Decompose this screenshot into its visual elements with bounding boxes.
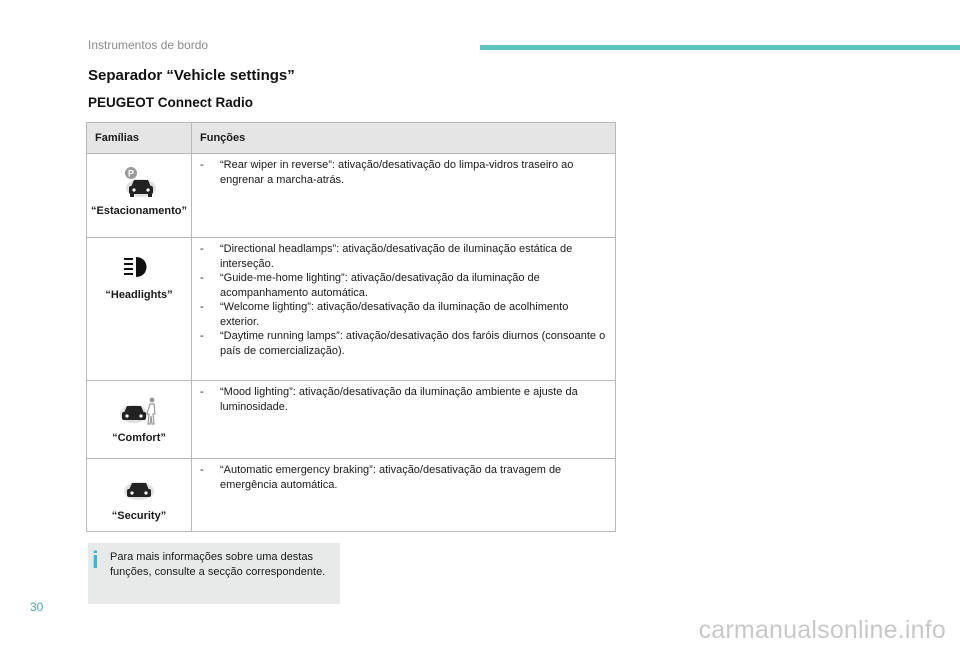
family-cell [87,238,192,381]
info-note [88,543,340,604]
info-icon: i [92,547,99,574]
watermark: carmanualsonline.info [698,616,946,644]
column-header-families: Famílias [87,123,192,154]
headlight-icon [87,248,191,286]
sub-title: PEUGEOT Connect Radio [88,95,254,110]
function-item: - “Mood lighting”: ativação/desativação da iluminação ambiente e ajuste da luminosidade. [200,385,607,414]
family-name: “Comfort” [112,432,166,444]
section-title: Separador “Vehicle settings” [88,67,295,84]
family-cell [87,381,192,459]
function-item: - “Rear wiper in reverse”: ativação/desativação do limpa-vidros traseiro ao engrenar a marcha-atrás. [200,158,607,187]
function-item: - “Welcome lighting”: ativação/desativação da iluminação de acolhimento exterior. [200,300,607,329]
functions-cell [192,381,616,459]
page-number: 30 [30,600,44,614]
family-cell [87,459,192,532]
table-row [87,381,616,459]
car-security-icon [87,469,191,507]
functions-cell [192,154,616,238]
column-header-functions: Funções [192,123,616,154]
table-row [87,459,616,532]
family-cell [87,154,192,238]
functions-cell [192,459,616,532]
header-accent-bar [480,45,960,50]
function-item: - “Directional headlamps”: ativação/desativação de iluminação estática de interseção. [200,242,607,271]
running-header: Instrumentos de bordo [88,38,209,52]
family-name: “Headlights” [105,289,173,301]
parking-car-icon [87,164,191,202]
family-name: “Security” [111,510,167,522]
family-name: “Estacionamento” [91,205,187,217]
function-item: - “Guide-me-home lighting”: ativação/desativação da iluminação de acompanhamento automática. [200,271,607,300]
function-item: - “Automatic emergency braking”: ativação/desativação da travagem de emergência automática. [200,463,607,492]
functions-cell [192,238,616,381]
table-row [87,238,616,381]
table-header-row [87,123,616,154]
settings-table [86,122,616,532]
table-row [87,154,616,238]
info-text: Para mais informações sobre uma destas funções, consulte a secção correspondente. [110,551,326,578]
function-item: - “Daytime running lamps”: ativação/desativação dos faróis diurnos (consoante o país de comercialização). [200,329,607,358]
svg-text:P: P [127,168,135,179]
car-person-icon [87,391,191,429]
